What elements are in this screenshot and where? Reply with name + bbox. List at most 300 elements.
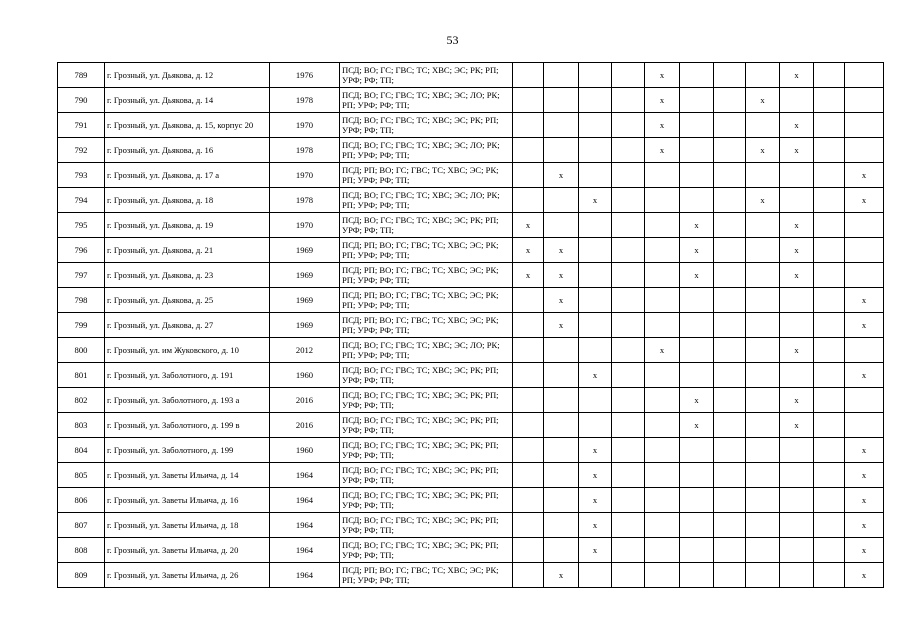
mark-cell-6 bbox=[680, 438, 714, 463]
row-number-cell: 791 bbox=[58, 113, 105, 138]
address-cell: г. Грозный, ул. Дьякова, д. 19 bbox=[105, 213, 270, 238]
year-built-cell: 1964 bbox=[270, 538, 340, 563]
mark-cell-3 bbox=[579, 63, 612, 88]
mark-cell-6 bbox=[680, 313, 714, 338]
mark-cell-5 bbox=[645, 363, 680, 388]
mark-cell-3 bbox=[579, 563, 612, 588]
work-types-cell: ПСД; ВО; ГС; ГВС; ТС; ХВС; ЭС; РК; РП; УРФ; РФ; ТП; bbox=[340, 113, 513, 138]
mark-cell-3: х bbox=[579, 463, 612, 488]
mark-cell-8 bbox=[746, 313, 780, 338]
mark-cell-10 bbox=[814, 388, 845, 413]
mark-cell-9 bbox=[780, 463, 814, 488]
row-number-cell: 802 bbox=[58, 388, 105, 413]
mark-cell-4 bbox=[612, 513, 645, 538]
mark-cell-10 bbox=[814, 238, 845, 263]
mark-cell-1 bbox=[513, 538, 544, 563]
address-cell: г. Грозный, ул. Заветы Ильича, д. 14 bbox=[105, 463, 270, 488]
mark-cell-6: х bbox=[680, 388, 714, 413]
mark-cell-6: х bbox=[680, 213, 714, 238]
mark-cell-2 bbox=[544, 513, 579, 538]
work-types-cell: ПСД; РП; ВО; ГС; ГВС; ТС; ХВС; ЭС; РК; РП; УРФ; РФ; ТП; bbox=[340, 288, 513, 313]
mark-cell-6: х bbox=[680, 413, 714, 438]
row-number-cell: 801 bbox=[58, 363, 105, 388]
mark-cell-11 bbox=[845, 338, 884, 363]
mark-cell-2: х bbox=[544, 238, 579, 263]
mark-cell-11: х bbox=[845, 488, 884, 513]
work-types-cell: ПСД; ВО; ГС; ГВС; ТС; ХВС; ЭС; РК; РП; УРФ; РФ; ТП; bbox=[340, 363, 513, 388]
mark-cell-8 bbox=[746, 238, 780, 263]
year-built-cell: 1970 bbox=[270, 163, 340, 188]
mark-cell-3 bbox=[579, 88, 612, 113]
mark-cell-10 bbox=[814, 438, 845, 463]
work-types-cell: ПСД; ВО; ГС; ГВС; ТС; ХВС; ЭС; РК; РП; УРФ; РФ; ТП; bbox=[340, 463, 513, 488]
table-row bbox=[58, 563, 884, 588]
address-cell: г. Грозный, ул. Дьякова, д. 18 bbox=[105, 188, 270, 213]
table-body bbox=[58, 63, 884, 588]
mark-cell-6 bbox=[680, 188, 714, 213]
mark-cell-5 bbox=[645, 238, 680, 263]
mark-cell-6 bbox=[680, 88, 714, 113]
table-row bbox=[58, 88, 884, 113]
mark-cell-4 bbox=[612, 63, 645, 88]
row-number-cell: 792 bbox=[58, 138, 105, 163]
mark-cell-11: х bbox=[845, 163, 884, 188]
mark-cell-5: х bbox=[645, 138, 680, 163]
mark-cell-9: х bbox=[780, 413, 814, 438]
mark-cell-9: х bbox=[780, 238, 814, 263]
mark-cell-3: х bbox=[579, 513, 612, 538]
year-built-cell: 1969 bbox=[270, 313, 340, 338]
mark-cell-5 bbox=[645, 188, 680, 213]
mark-cell-1 bbox=[513, 138, 544, 163]
work-types-cell: ПСД; РП; ВО; ГС; ГВС; ТС; ХВС; ЭС; РК; РП; УРФ; РФ; ТП; bbox=[340, 263, 513, 288]
table-row bbox=[58, 188, 884, 213]
mark-cell-4 bbox=[612, 463, 645, 488]
row-number-cell: 800 bbox=[58, 338, 105, 363]
address-cell: г. Грозный, ул. Дьякова, д. 16 bbox=[105, 138, 270, 163]
mark-cell-8: х bbox=[746, 138, 780, 163]
year-built-cell: 1970 bbox=[270, 113, 340, 138]
page-number: 53 bbox=[446, 33, 459, 47]
address-cell: г. Грозный, ул. Заболотного, д. 199 в bbox=[105, 413, 270, 438]
row-number-cell: 807 bbox=[58, 513, 105, 538]
mark-cell-3 bbox=[579, 413, 612, 438]
mark-cell-1 bbox=[513, 63, 544, 88]
mark-cell-9 bbox=[780, 163, 814, 188]
mark-cell-7 bbox=[714, 338, 746, 363]
mark-cell-6 bbox=[680, 463, 714, 488]
mark-cell-9 bbox=[780, 313, 814, 338]
table-row bbox=[58, 463, 884, 488]
mark-cell-7 bbox=[714, 413, 746, 438]
mark-cell-4 bbox=[612, 263, 645, 288]
mark-cell-11: х bbox=[845, 438, 884, 463]
mark-cell-11: х bbox=[845, 463, 884, 488]
row-number-cell: 790 bbox=[58, 88, 105, 113]
table-row bbox=[58, 213, 884, 238]
mark-cell-9 bbox=[780, 563, 814, 588]
year-built-cell: 1978 bbox=[270, 138, 340, 163]
mark-cell-4 bbox=[612, 213, 645, 238]
mark-cell-4 bbox=[612, 538, 645, 563]
mark-cell-4 bbox=[612, 488, 645, 513]
work-types-cell: ПСД; ВО; ГС; ГВС; ТС; ХВС; ЭС; ЛО; РК; РП; УРФ; РФ; ТП; bbox=[340, 138, 513, 163]
mark-cell-2: х bbox=[544, 163, 579, 188]
row-number-cell: 808 bbox=[58, 538, 105, 563]
mark-cell-7 bbox=[714, 213, 746, 238]
mark-cell-10 bbox=[814, 338, 845, 363]
work-types-cell: ПСД; ВО; ГС; ГВС; ТС; ХВС; ЭС; РК; РП; УРФ; РФ; ТП; bbox=[340, 538, 513, 563]
table-row bbox=[58, 63, 884, 88]
year-built-cell: 2016 bbox=[270, 413, 340, 438]
mark-cell-10 bbox=[814, 113, 845, 138]
address-cell: г. Грозный, ул. Дьякова, д. 21 bbox=[105, 238, 270, 263]
mark-cell-2 bbox=[544, 338, 579, 363]
mark-cell-4 bbox=[612, 338, 645, 363]
mark-cell-2 bbox=[544, 438, 579, 463]
mark-cell-3 bbox=[579, 238, 612, 263]
mark-cell-5: х bbox=[645, 113, 680, 138]
mark-cell-1: х bbox=[513, 263, 544, 288]
year-built-cell: 1960 bbox=[270, 363, 340, 388]
mark-cell-8 bbox=[746, 538, 780, 563]
work-types-cell: ПСД; ВО; ГС; ГВС; ТС; ХВС; ЭС; РК; РП; УРФ; РФ; ТП; bbox=[340, 488, 513, 513]
mark-cell-1 bbox=[513, 188, 544, 213]
mark-cell-1 bbox=[513, 163, 544, 188]
mark-cell-9: х bbox=[780, 213, 814, 238]
mark-cell-2 bbox=[544, 463, 579, 488]
mark-cell-1: х bbox=[513, 213, 544, 238]
mark-cell-4 bbox=[612, 88, 645, 113]
mark-cell-3: х bbox=[579, 363, 612, 388]
mark-cell-8: х bbox=[746, 88, 780, 113]
mark-cell-6: х bbox=[680, 263, 714, 288]
year-built-cell: 1969 bbox=[270, 238, 340, 263]
mark-cell-3 bbox=[579, 288, 612, 313]
mark-cell-9 bbox=[780, 88, 814, 113]
work-types-cell: ПСД; ВО; ГС; ГВС; ТС; ХВС; ЭС; РК; РП; УРФ; РФ; ТП; bbox=[340, 513, 513, 538]
row-number-cell: 804 bbox=[58, 438, 105, 463]
mark-cell-8 bbox=[746, 338, 780, 363]
mark-cell-2: х bbox=[544, 288, 579, 313]
year-built-cell: 1978 bbox=[270, 188, 340, 213]
work-types-cell: ПСД; ВО; ГС; ГВС; ТС; ХВС; ЭС; ЛО; РК; РП; УРФ; РФ; ТП; bbox=[340, 188, 513, 213]
mark-cell-2 bbox=[544, 113, 579, 138]
work-types-cell: ПСД; ВО; ГС; ГВС; ТС; ХВС; ЭС; ЛО; РК; РП; УРФ; РФ; ТП; bbox=[340, 338, 513, 363]
table-row bbox=[58, 263, 884, 288]
mark-cell-11 bbox=[845, 113, 884, 138]
mark-cell-9 bbox=[780, 513, 814, 538]
table-row bbox=[58, 238, 884, 263]
mark-cell-11: х bbox=[845, 563, 884, 588]
mark-cell-11 bbox=[845, 138, 884, 163]
mark-cell-1 bbox=[513, 113, 544, 138]
mark-cell-1 bbox=[513, 288, 544, 313]
mark-cell-7 bbox=[714, 238, 746, 263]
mark-cell-8 bbox=[746, 263, 780, 288]
mark-cell-8 bbox=[746, 563, 780, 588]
mark-cell-2 bbox=[544, 488, 579, 513]
mark-cell-1 bbox=[513, 388, 544, 413]
mark-cell-2: х bbox=[544, 563, 579, 588]
mark-cell-8 bbox=[746, 163, 780, 188]
year-built-cell: 1969 bbox=[270, 288, 340, 313]
mark-cell-8 bbox=[746, 113, 780, 138]
mark-cell-3: х bbox=[579, 488, 612, 513]
year-built-cell: 2012 bbox=[270, 338, 340, 363]
mark-cell-4 bbox=[612, 113, 645, 138]
mark-cell-5 bbox=[645, 388, 680, 413]
table-row bbox=[58, 538, 884, 563]
table-row bbox=[58, 363, 884, 388]
row-number-cell: 805 bbox=[58, 463, 105, 488]
work-types-cell: ПСД; РП; ВО; ГС; ГВС; ТС; ХВС; ЭС; РК; РП; УРФ; РФ; ТП; bbox=[340, 563, 513, 588]
mark-cell-7 bbox=[714, 63, 746, 88]
table-row bbox=[58, 438, 884, 463]
mark-cell-1 bbox=[513, 563, 544, 588]
mark-cell-7 bbox=[714, 538, 746, 563]
mark-cell-7 bbox=[714, 113, 746, 138]
mark-cell-10 bbox=[814, 138, 845, 163]
mark-cell-5 bbox=[645, 488, 680, 513]
work-types-cell: ПСД; РП; ВО; ГС; ГВС; ТС; ХВС; ЭС; РК; РП; УРФ; РФ; ТП; bbox=[340, 163, 513, 188]
mark-cell-6 bbox=[680, 338, 714, 363]
mark-cell-11 bbox=[845, 238, 884, 263]
mark-cell-5 bbox=[645, 563, 680, 588]
mark-cell-8 bbox=[746, 288, 780, 313]
mark-cell-5 bbox=[645, 413, 680, 438]
mark-cell-1: х bbox=[513, 238, 544, 263]
mark-cell-8 bbox=[746, 488, 780, 513]
year-built-cell: 1964 bbox=[270, 563, 340, 588]
table-row bbox=[58, 413, 884, 438]
address-cell: г. Грозный, ул. им Жуковского, д. 10 bbox=[105, 338, 270, 363]
mark-cell-4 bbox=[612, 563, 645, 588]
mark-cell-7 bbox=[714, 288, 746, 313]
mark-cell-11 bbox=[845, 263, 884, 288]
mark-cell-8 bbox=[746, 363, 780, 388]
row-number-cell: 797 bbox=[58, 263, 105, 288]
mark-cell-4 bbox=[612, 163, 645, 188]
mark-cell-7 bbox=[714, 563, 746, 588]
mark-cell-6 bbox=[680, 488, 714, 513]
mark-cell-11: х bbox=[845, 313, 884, 338]
year-built-cell: 1964 bbox=[270, 513, 340, 538]
mark-cell-2 bbox=[544, 188, 579, 213]
mark-cell-11: х bbox=[845, 188, 884, 213]
table-row bbox=[58, 313, 884, 338]
row-number-cell: 799 bbox=[58, 313, 105, 338]
mark-cell-10 bbox=[814, 263, 845, 288]
mark-cell-10 bbox=[814, 163, 845, 188]
mark-cell-2 bbox=[544, 388, 579, 413]
mark-cell-8 bbox=[746, 413, 780, 438]
mark-cell-3 bbox=[579, 263, 612, 288]
mark-cell-8 bbox=[746, 213, 780, 238]
address-cell: г. Грозный, ул. Дьякова, д. 27 bbox=[105, 313, 270, 338]
address-cell: г. Грозный, ул. Дьякова, д. 14 bbox=[105, 88, 270, 113]
work-types-cell: ПСД; ВО; ГС; ГВС; ТС; ХВС; ЭС; РК; РП; УРФ; РФ; ТП; bbox=[340, 213, 513, 238]
mark-cell-1 bbox=[513, 363, 544, 388]
housing-registry-table bbox=[57, 62, 884, 588]
mark-cell-10 bbox=[814, 188, 845, 213]
mark-cell-2 bbox=[544, 413, 579, 438]
mark-cell-4 bbox=[612, 413, 645, 438]
row-number-cell: 803 bbox=[58, 413, 105, 438]
mark-cell-10 bbox=[814, 88, 845, 113]
mark-cell-5 bbox=[645, 213, 680, 238]
mark-cell-10 bbox=[814, 363, 845, 388]
mark-cell-3 bbox=[579, 388, 612, 413]
mark-cell-7 bbox=[714, 513, 746, 538]
mark-cell-10 bbox=[814, 288, 845, 313]
mark-cell-3 bbox=[579, 163, 612, 188]
mark-cell-7 bbox=[714, 363, 746, 388]
mark-cell-4 bbox=[612, 188, 645, 213]
row-number-cell: 789 bbox=[58, 63, 105, 88]
mark-cell-6 bbox=[680, 363, 714, 388]
mark-cell-1 bbox=[513, 338, 544, 363]
work-types-cell: ПСД; ВО; ГС; ГВС; ТС; ХВС; ЭС; РК; РП; УРФ; РФ; ТП; bbox=[340, 413, 513, 438]
mark-cell-2: х bbox=[544, 313, 579, 338]
mark-cell-4 bbox=[612, 438, 645, 463]
mark-cell-7 bbox=[714, 263, 746, 288]
mark-cell-7 bbox=[714, 188, 746, 213]
mark-cell-10 bbox=[814, 538, 845, 563]
mark-cell-9: х bbox=[780, 113, 814, 138]
mark-cell-2 bbox=[544, 63, 579, 88]
mark-cell-5 bbox=[645, 288, 680, 313]
work-types-cell: ПСД; ВО; ГС; ГВС; ТС; ХВС; ЭС; РК; РП; УРФ; РФ; ТП; bbox=[340, 63, 513, 88]
mark-cell-9 bbox=[780, 538, 814, 563]
mark-cell-10 bbox=[814, 463, 845, 488]
mark-cell-4 bbox=[612, 363, 645, 388]
year-built-cell: 1978 bbox=[270, 88, 340, 113]
mark-cell-10 bbox=[814, 63, 845, 88]
mark-cell-8 bbox=[746, 388, 780, 413]
mark-cell-2 bbox=[544, 88, 579, 113]
address-cell: г. Грозный, ул. Дьякова, д. 23 bbox=[105, 263, 270, 288]
row-number-cell: 795 bbox=[58, 213, 105, 238]
mark-cell-1 bbox=[513, 488, 544, 513]
mark-cell-11 bbox=[845, 213, 884, 238]
work-types-cell: ПСД; ВО; ГС; ГВС; ТС; ХВС; ЭС; РК; РП; УРФ; РФ; ТП; bbox=[340, 388, 513, 413]
mark-cell-9: х bbox=[780, 138, 814, 163]
mark-cell-6 bbox=[680, 138, 714, 163]
mark-cell-9 bbox=[780, 488, 814, 513]
mark-cell-8 bbox=[746, 513, 780, 538]
mark-cell-9: х bbox=[780, 263, 814, 288]
address-cell: г. Грозный, ул. Заветы Ильича, д. 16 bbox=[105, 488, 270, 513]
mark-cell-11: х bbox=[845, 363, 884, 388]
year-built-cell: 1964 bbox=[270, 488, 340, 513]
address-cell: г. Грозный, ул. Заболотного, д. 191 bbox=[105, 363, 270, 388]
mark-cell-3 bbox=[579, 313, 612, 338]
address-cell: г. Грозный, ул. Заветы Ильича, д. 26 bbox=[105, 563, 270, 588]
mark-cell-11: х bbox=[845, 538, 884, 563]
mark-cell-6 bbox=[680, 163, 714, 188]
mark-cell-2 bbox=[544, 538, 579, 563]
year-built-cell: 1976 bbox=[270, 63, 340, 88]
mark-cell-3: х bbox=[579, 438, 612, 463]
row-number-cell: 796 bbox=[58, 238, 105, 263]
mark-cell-11 bbox=[845, 88, 884, 113]
mark-cell-11 bbox=[845, 388, 884, 413]
address-cell: г. Грозный, ул. Заветы Ильича, д. 18 bbox=[105, 513, 270, 538]
mark-cell-6 bbox=[680, 63, 714, 88]
mark-cell-11 bbox=[845, 413, 884, 438]
mark-cell-5 bbox=[645, 163, 680, 188]
mark-cell-1 bbox=[513, 513, 544, 538]
address-cell: г. Грозный, ул. Дьякова, д. 12 bbox=[105, 63, 270, 88]
mark-cell-11: х bbox=[845, 513, 884, 538]
mark-cell-6 bbox=[680, 563, 714, 588]
row-number-cell: 809 bbox=[58, 563, 105, 588]
mark-cell-10 bbox=[814, 488, 845, 513]
address-cell: г. Грозный, ул. Дьякова, д. 17 а bbox=[105, 163, 270, 188]
table-row bbox=[58, 513, 884, 538]
mark-cell-3 bbox=[579, 138, 612, 163]
work-types-cell: ПСД; РП; ВО; ГС; ГВС; ТС; ХВС; ЭС; РК; РП; УРФ; РФ; ТП; bbox=[340, 313, 513, 338]
year-built-cell: 1969 bbox=[270, 263, 340, 288]
mark-cell-8 bbox=[746, 63, 780, 88]
mark-cell-1 bbox=[513, 413, 544, 438]
table-row bbox=[58, 113, 884, 138]
address-cell: г. Грозный, ул. Заветы Ильича, д. 20 bbox=[105, 538, 270, 563]
mark-cell-2 bbox=[544, 213, 579, 238]
mark-cell-8 bbox=[746, 438, 780, 463]
mark-cell-8 bbox=[746, 463, 780, 488]
mark-cell-1 bbox=[513, 313, 544, 338]
row-number-cell: 793 bbox=[58, 163, 105, 188]
mark-cell-4 bbox=[612, 138, 645, 163]
mark-cell-3 bbox=[579, 338, 612, 363]
mark-cell-3 bbox=[579, 113, 612, 138]
year-built-cell: 1960 bbox=[270, 438, 340, 463]
mark-cell-3: х bbox=[579, 188, 612, 213]
mark-cell-5: х bbox=[645, 63, 680, 88]
mark-cell-7 bbox=[714, 388, 746, 413]
mark-cell-3 bbox=[579, 213, 612, 238]
mark-cell-6 bbox=[680, 513, 714, 538]
mark-cell-5 bbox=[645, 438, 680, 463]
mark-cell-7 bbox=[714, 313, 746, 338]
year-built-cell: 2016 bbox=[270, 388, 340, 413]
address-cell: г. Грозный, ул. Дьякова, д. 15, корпус 20 bbox=[105, 113, 270, 138]
table-row bbox=[58, 338, 884, 363]
mark-cell-5 bbox=[645, 538, 680, 563]
mark-cell-7 bbox=[714, 138, 746, 163]
mark-cell-4 bbox=[612, 288, 645, 313]
mark-cell-4 bbox=[612, 388, 645, 413]
row-number-cell: 794 bbox=[58, 188, 105, 213]
mark-cell-10 bbox=[814, 413, 845, 438]
mark-cell-2 bbox=[544, 363, 579, 388]
mark-cell-2: х bbox=[544, 263, 579, 288]
table-row bbox=[58, 288, 884, 313]
mark-cell-7 bbox=[714, 488, 746, 513]
mark-cell-5: х bbox=[645, 338, 680, 363]
mark-cell-8: х bbox=[746, 188, 780, 213]
year-built-cell: 1970 bbox=[270, 213, 340, 238]
mark-cell-3: х bbox=[579, 538, 612, 563]
mark-cell-1 bbox=[513, 88, 544, 113]
mark-cell-5 bbox=[645, 313, 680, 338]
mark-cell-9: х bbox=[780, 338, 814, 363]
address-cell: г. Грозный, ул. Дьякова, д. 25 bbox=[105, 288, 270, 313]
mark-cell-7 bbox=[714, 438, 746, 463]
work-types-cell: ПСД; ВО; ГС; ГВС; ТС; ХВС; ЭС; ЛО; РК; РП; УРФ; РФ; ТП; bbox=[340, 88, 513, 113]
